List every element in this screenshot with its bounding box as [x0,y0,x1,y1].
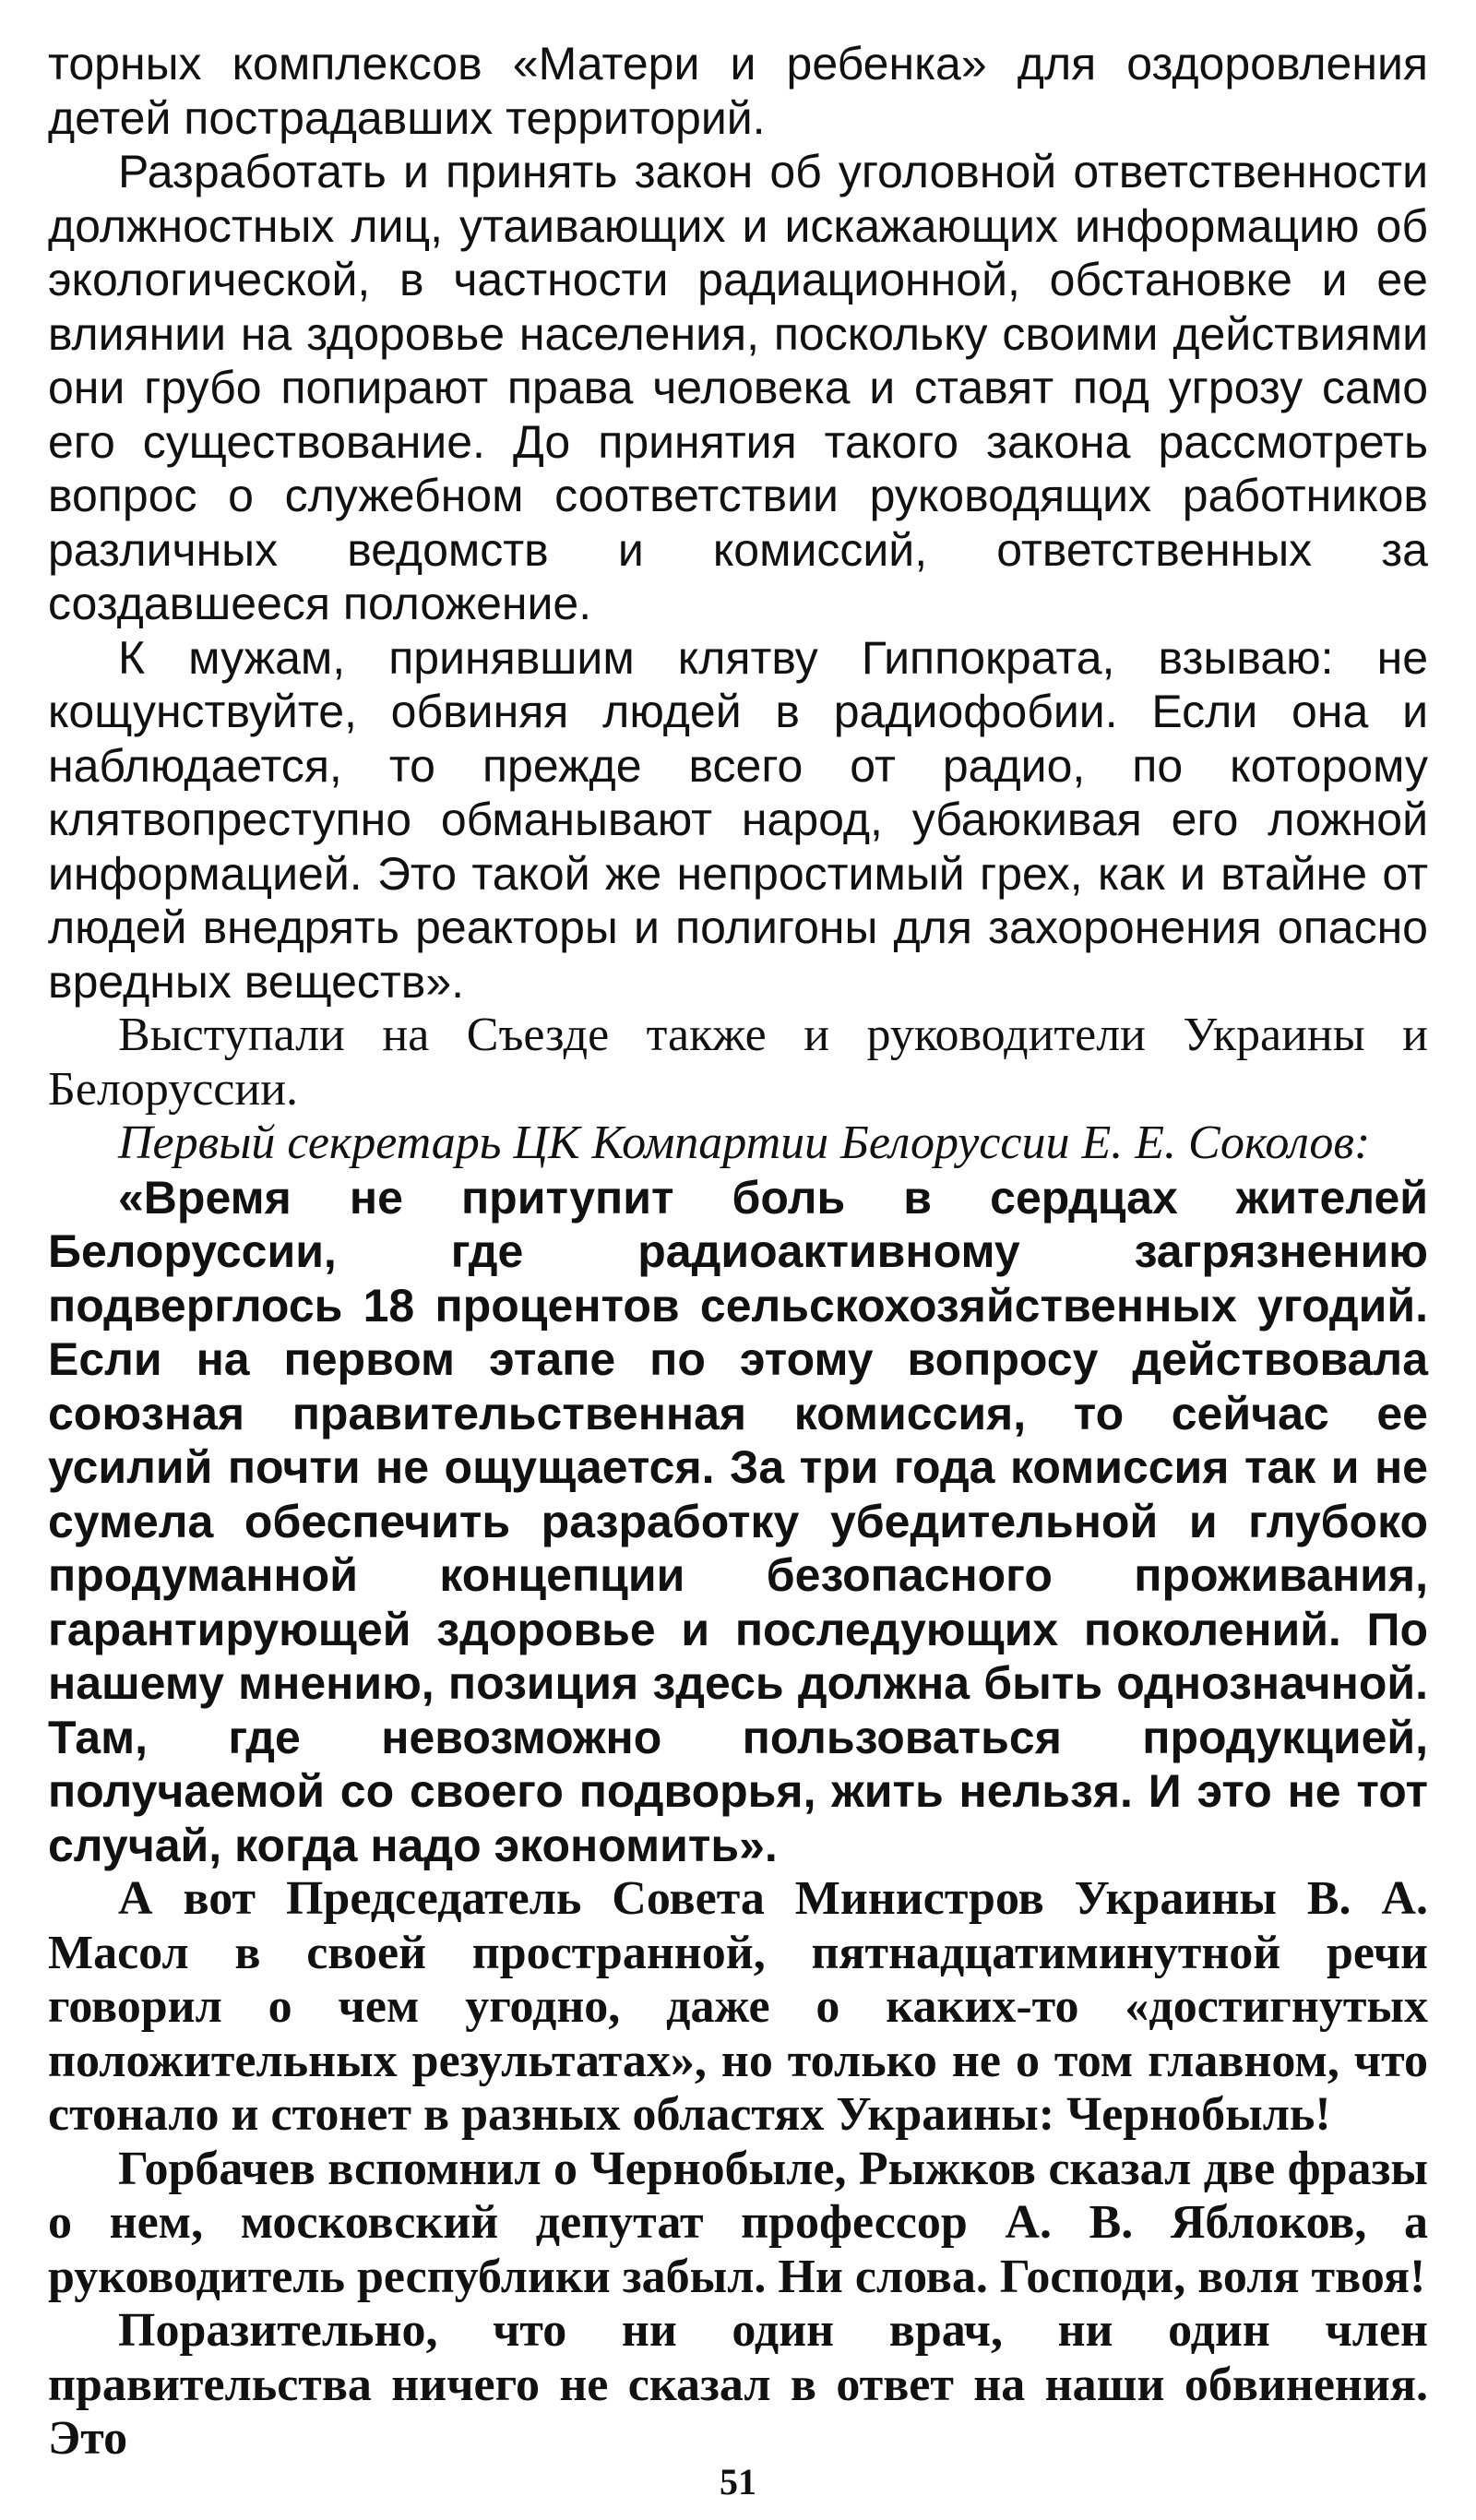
paragraph-masol: А вот Председатель Совета Министров Украины В. А. Масол в своей пространной, пятнадцатиминутной речи говорил о чем угодно, даже о каких-то «достигнутых положительных результатах», но только не о том главном, что стонало и стонет в разных областях Украины: Чернобыль! [48,1872,1428,2141]
paragraph-leaders-spoke: Выступали на Съезде также и руководители Украины и Белоруссии. [48,1009,1428,1116]
paragraph-gorbachev: Горбачев вспомнил о Чернобыле, Рыжков сказал две фразы о нем, московский депутат профессор А. В. Яблоков, а руководитель республики забыл. Ни слова. Господи, воля твоя! [48,2142,1428,2303]
speaker-label-sokolov: Первый секретарь ЦК Компартии Белоруссии Е. Е. Соколов: [118,1117,1371,1169]
page-number: 51 [720,2461,756,2502]
paragraph-law-proposal: Разработать и принять закон об уголовной ответственности должностных лиц, утаивающих и искажающих информацию об экологической, в частности радиационной, обстановке и ее влиянии на здоровье населения, поскольку своими действиями они грубо попирают права человека и ставят под угрозу само его существование. До принятия такого закона рассмотреть вопрос о служебном соответствии руководящих работников различных ведомств и комиссий, ответственных за создавшееся положение. [48,146,1428,629]
paragraph-hippocratic-appeal: К мужам, принявшим клятву Гиппократа, взываю: не кощунствуйте, обвиняя людей в радиофобии. Если она и наблюдается, то прежде всего от радио, по которому клятвопреступно обманывают народ, убаюкивая его ложной информацией. Это такой же непростимый грех, как и втайне от людей внедрять реакторы и полигоны для захоронения опасно вредных веществ». [48,631,1428,1008]
paragraph-continuation: торных комплексов «Матери и ребенка» для оздоровления детей пострадавших территорий. [48,38,1428,144]
page-text [48,37,1428,2466]
paragraph-astonishing: Поразительно, что ни один врач, ни один член правительства ничего не сказал в ответ на наши обвинения. Это [48,2304,1428,2465]
quote-sokolov: «Время не притупит боль в сердцах жителей Белоруссии, где радиоактивному загрязнению подверглось 18 процентов сельскохозяйственных угодий. Если на первом этапе по этому вопросу действовала союзная правительственная комиссия, то сейчас ее усилий почти не ощущается. За три года комиссия так и не сумела обеспечить разработку убедительной и глубоко продуманной концепции безопасного проживания, гарантирующей здоровье и последующих поколений. По нашему мнению, позиция здесь должна быть однозначной. Там, где невозможно пользоваться продукцией, получаемой со своего подворья, жить нельзя. И это не тот случай, когда надо экономить». [48,1171,1428,1871]
